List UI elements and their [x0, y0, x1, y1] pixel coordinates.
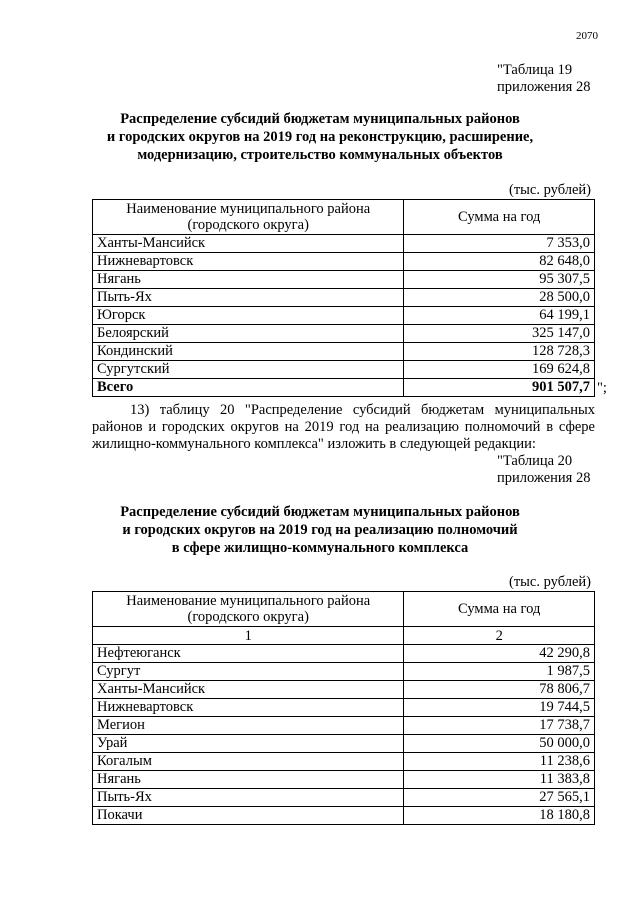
table-row: [93, 771, 595, 789]
table-row: [93, 271, 595, 289]
table20-header-amount: Сумма на год: [404, 592, 595, 627]
amount-cell: 78 806,7: [404, 681, 595, 699]
table20-header-row: [93, 592, 595, 627]
amount-cell: 82 648,0: [404, 253, 595, 271]
table-row: [93, 235, 595, 253]
page-number: 2070: [576, 30, 598, 42]
table20-header-name: [93, 592, 404, 627]
district-name: Нижневартовск: [93, 699, 404, 717]
table19-reference-line1: "Таблица 19: [497, 62, 573, 78]
table20-title-line3: в сфере жилищно-коммунального комплекса: [171, 540, 469, 556]
district-name: Кондинский: [93, 343, 404, 361]
table20-title-line2: и городских округов на 2019 год на реализацию полномочий: [122, 522, 518, 538]
table19-reference: [497, 62, 590, 96]
column-number-1: 1: [93, 627, 404, 645]
table19-total-row: [93, 379, 595, 397]
amount-cell: 95 307,5: [404, 271, 595, 289]
table19-title-line2: и городских округов на 2019 год на реконструкцию, расширение,: [106, 129, 534, 145]
table-row: [93, 253, 595, 271]
column-number-2: 2: [404, 627, 595, 645]
table19-units: (тыс. рублей): [509, 182, 591, 198]
district-name: Мегион: [93, 717, 404, 735]
district-name: Белоярский: [93, 325, 404, 343]
table20-reference-line1: "Таблица 20: [497, 453, 573, 469]
table19-header-name-line2: (городского округа): [187, 217, 309, 233]
table-row: [93, 807, 595, 825]
amount-cell: 325 147,0: [404, 325, 595, 343]
table20-header-name-line2: (городского округа): [187, 609, 309, 625]
district-name: Пыть-Ях: [93, 289, 404, 307]
table-row: [93, 717, 595, 735]
table20-title: [80, 503, 560, 557]
paragraph-13-line2: районов и городских округов на 2019 год на реализацию полномочий в сфере: [92, 419, 595, 435]
table-row: [93, 735, 595, 753]
total-amount-text: 901 507,7: [532, 379, 590, 395]
table20-reference-line2: приложения 28: [497, 470, 591, 486]
amount-cell: 11 238,6: [404, 753, 595, 771]
district-name: Нефтеюганск: [93, 645, 404, 663]
amount-cell: 50 000,0: [404, 735, 595, 753]
district-name: Сургутский: [93, 361, 404, 379]
table-row: [93, 361, 595, 379]
total-amount: [404, 379, 595, 397]
amount-cell: 27 565,1: [404, 789, 595, 807]
district-name: Пыть-Ях: [93, 789, 404, 807]
amount-cell: 169 624,8: [404, 361, 595, 379]
table-row: [93, 645, 595, 663]
district-name: Когалым: [93, 753, 404, 771]
table19-title-line3: модернизацию, строительство коммунальных объектов: [137, 147, 503, 163]
table20-reference: [497, 453, 590, 487]
district-name: Ханты-Мансийск: [93, 681, 404, 699]
table-row: [93, 343, 595, 361]
table-row: [93, 789, 595, 807]
table19-title: [80, 110, 560, 164]
district-name: Нягань: [93, 771, 404, 789]
amount-cell: 7 353,0: [404, 235, 595, 253]
amount-cell: 18 180,8: [404, 807, 595, 825]
table-row: [93, 325, 595, 343]
district-name: Сургут: [93, 663, 404, 681]
district-name: Югорск: [93, 307, 404, 325]
amount-cell: 64 199,1: [404, 307, 595, 325]
table20-header-name-line1: Наименование муниципального района: [126, 593, 371, 609]
table-row: [93, 699, 595, 717]
amount-cell: 42 290,8: [404, 645, 595, 663]
amount-cell: 1 987,5: [404, 663, 595, 681]
district-name: Нижневартовск: [93, 253, 404, 271]
paragraph-13-line1: 13) таблицу 20 "Распределение субсидий бюджетам муниципальных: [130, 402, 595, 418]
table19-header-name: [93, 200, 404, 235]
table20-title-line1: Распределение субсидий бюджетам муниципальных районов: [120, 504, 520, 520]
table-row: [93, 663, 595, 681]
amount-cell: 17 738,7: [404, 717, 595, 735]
table20-units: (тыс. рублей): [509, 574, 591, 590]
paragraph-13: [92, 402, 595, 453]
amount-cell: 28 500,0: [404, 289, 595, 307]
total-label: [93, 379, 404, 397]
table19-header-row: [93, 200, 595, 235]
district-name: Нягань: [93, 271, 404, 289]
table-row: [93, 289, 595, 307]
table19-title-line1: Распределение субсидий бюджетам муниципальных районов: [120, 111, 520, 127]
district-name: Урай: [93, 735, 404, 753]
amount-cell: 19 744,5: [404, 699, 595, 717]
table19-header-amount: Сумма на год: [404, 200, 595, 235]
district-name: Покачи: [93, 807, 404, 825]
table20-column-numbers-row: [93, 627, 595, 645]
table20: [92, 591, 595, 825]
amount-cell: 128 728,3: [404, 343, 595, 361]
amount-cell: 11 383,8: [404, 771, 595, 789]
table-row: [93, 681, 595, 699]
table19: [92, 199, 595, 397]
paragraph-13-line3: жилищно-коммунального комплекса" изложить в следующей редакции:: [92, 436, 536, 452]
table-row: [93, 753, 595, 771]
table19-reference-line2: приложения 28: [497, 79, 591, 95]
total-label-text: Всего: [97, 379, 134, 395]
district-name: Ханты-Мансийск: [93, 235, 404, 253]
closing-quote-mark: ";: [597, 380, 607, 396]
table-row: [93, 307, 595, 325]
table19-header-name-line1: Наименование муниципального района: [126, 201, 371, 217]
